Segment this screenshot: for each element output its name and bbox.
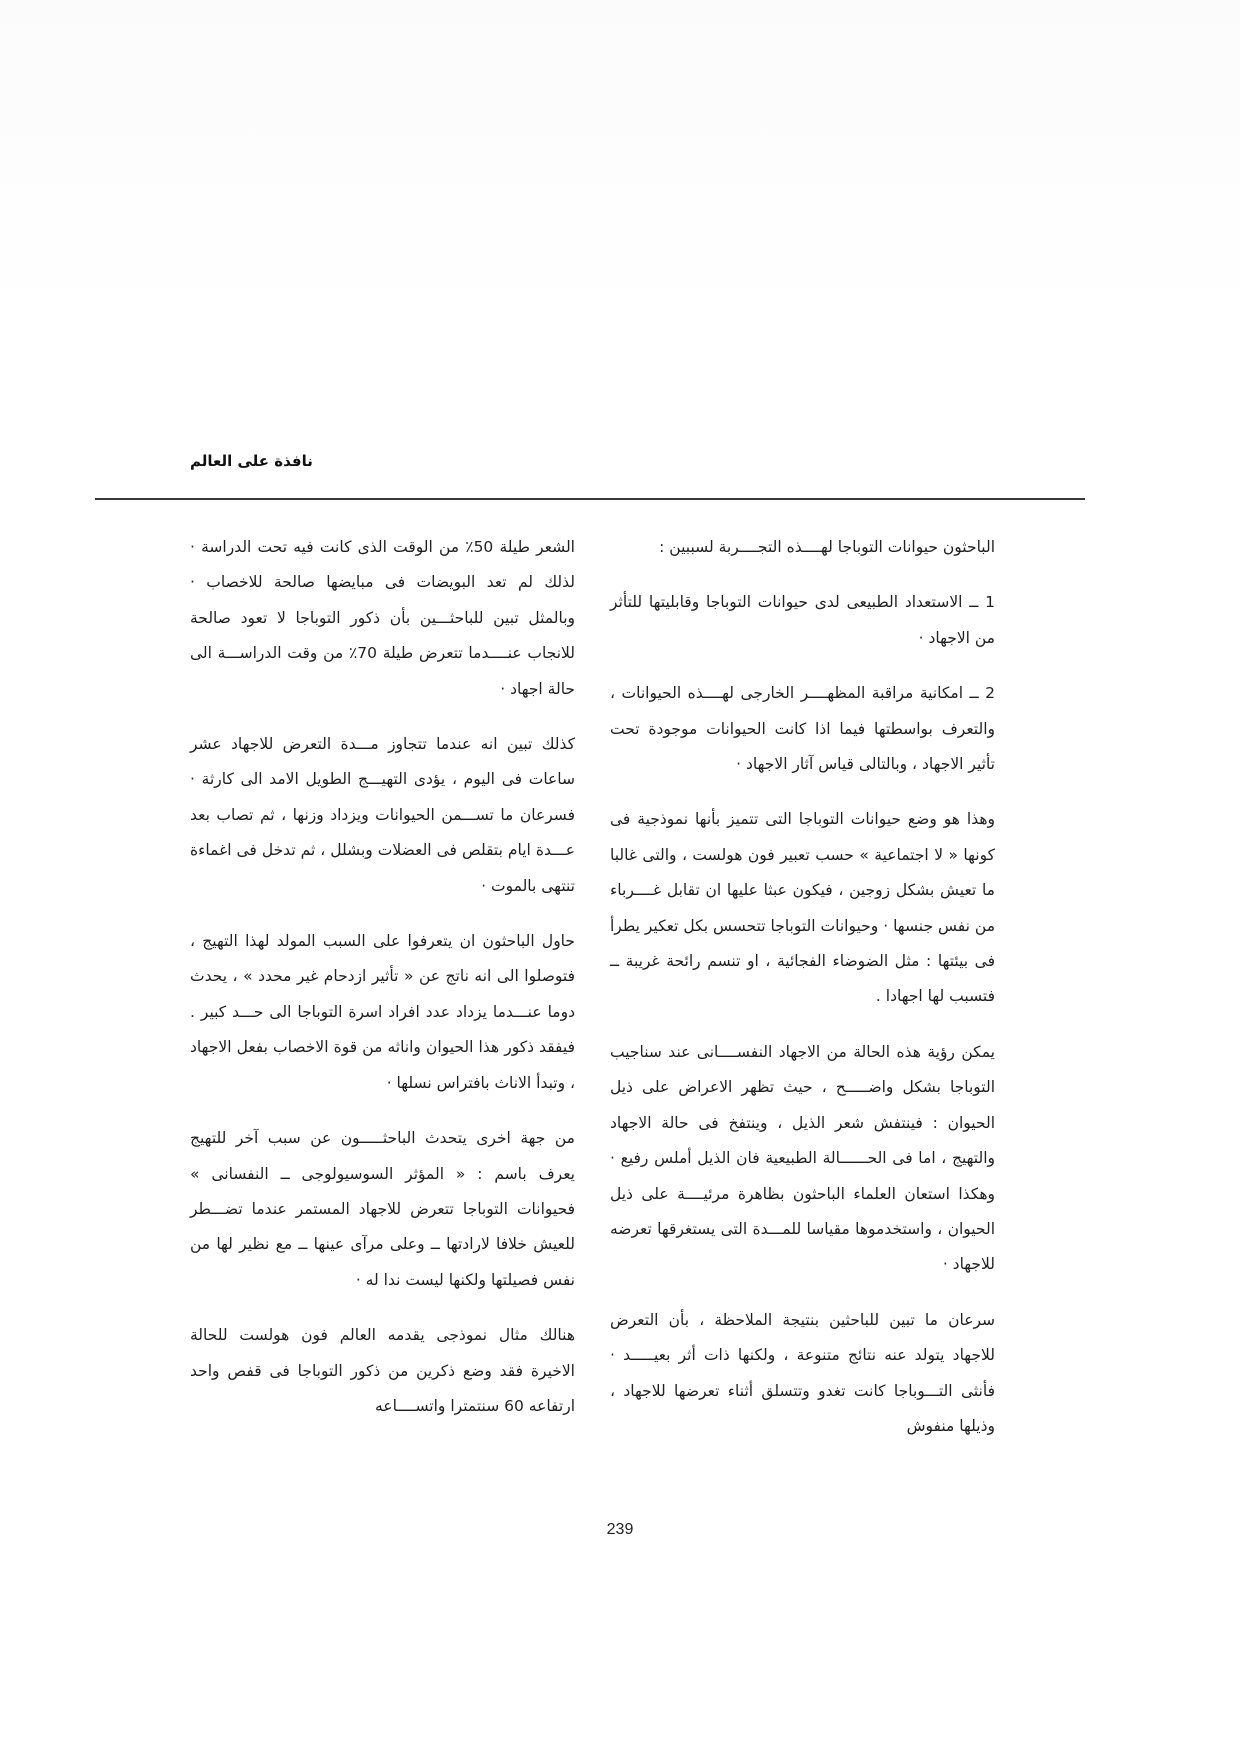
text-column-right bbox=[610, 530, 995, 1444]
paragraph: الباحثون حيوانات التوباجا لهــــذه التجــــربة لسببين : bbox=[659, 538, 995, 556]
paragraph: وهذا هو وضع حيوانات التوباجا التى تتميز بأنها نموذجية فى كونها « لا اجتماعية » حسب تعبير فون هولست ، والتى غالبا ما تعيش بشكل زوجين ، فيكون عبثا عليها ان تقابل غــــرباء من نفس جنسها · وحيوانات التوباجا تتحسس بكل تعكير يطرأ فى بيئتها : مثل الضوضاء الفجائية ، او تنسم رائحة غريبة ــ فتسبب لها اجهادا . bbox=[610, 810, 995, 1006]
paragraph: كذلك تبين انه عندما تتجاوز مـــدة التعرض للاجهاد عشر ساعات فى اليوم ، يؤدى التهيـــج الطويل الامد الى كارثة · فسرعان ما تســـمن الحيوانات ويزداد وزنها ، ثم تصاب بعد عـــدة ايام بتقلص فى العضلات وبشلل ، ثم تدخل فى اغماءة تنتهى بالموت · bbox=[190, 735, 575, 895]
page-number: 239 bbox=[606, 1521, 634, 1538]
running-header: نافذة على العالم bbox=[190, 452, 313, 470]
paragraph: يمكن رؤية هذه الحالة من الاجهاد النفســــانى عند سناجيب التوباجا بشكل واضـــــح ، حيث تظهر الاعراض على ذيل الحيوان : فينتفش شعر الذيل ، وينتفخ فى حالة الاجهاد والتهيج ، اما فى الحــــــالة الطبيعية فان الذيل أملس رفيع · وهكذا استعان العلماء الباحثون بظاهرة مرئيــــة على ذيل الحيوان ، واستخدموها مقياسا للمـــدة التى يستغرقها تعرضه للاجهاد · bbox=[610, 1042, 995, 1274]
paragraph: الشعر طيلة 50٪ من الوقت الذى كانت فيه تحت الدراسة · لذلك لم تعد البويضات فى مبايضها صالحة للاخصاب · وبالمثل تبين للباحثـــين بأن ذكور التوباجا لا تعود صالحة للانجاب عنــــدما تتعرض طيلة 70٪ من وقت الدراســـة الى حالة اجهاد · bbox=[190, 538, 575, 698]
paragraph: 2 ــ امكانية مراقبة المظهــــر الخارجى لهــــذه الحيوانات ، والتعرف بواسطتها فيما اذا كانت الحيوانات موجودة تحت تأثير الاجهاد ، وبالتالى قياس آثار الاجهاد · bbox=[610, 684, 995, 774]
paragraph: 1 ــ الاستعداد الطبيعى لدى حيوانات التوباجا وقابليتها للتأثر من الاجهاد · bbox=[610, 593, 995, 647]
paragraph: سرعان ما تبين للباحثين بنتيجة الملاحظة ، بأن التعرض للاجهاد يتولد عنه نتائج متنوعة ، ولكنها ذات أثر بعيـــــد · فأنثى التـــوباجا كانت تغدو وتتسلق أثناء تعرضها للاجهاد ، وذيلها منفوش bbox=[610, 1310, 995, 1435]
paragraph: حاول الباحثون ان يتعرفوا على السبب المولد لهذا التهيج ، فتوصلوا الى انه ناتج عن « تأثير ازدحام غير محدد » ، يحدث دوما عنـــدما يزداد عدد افراد اسرة التوباجا الى حـــد كبير . فيفقد ذكور هذا الحيوان واناثه من قوة الاخصاب بفعل الاجهاد ، وتبدأ الاناث بافتراس نسلها · bbox=[190, 932, 575, 1092]
text-column-left bbox=[190, 530, 575, 1424]
paragraph: من جهة اخرى يتحدث الباحثـــــون عن سبب آخر للتهيج يعرف باسم : « المؤثر السوسيولوجى ــ النفسانى » فحيوانات التوباجا تتعرض للاجهاد المستمر عندما تضـــطر للعيش خلافا لارادتها ــ وعلى مرآى عينها ــ مع نظير لها من نفس فصيلتها ولكنها ليست ندا له · bbox=[190, 1129, 575, 1289]
header-divider bbox=[95, 498, 1085, 500]
paragraph: هنالك مثال نموذجى يقدمه العالم فون هولست للحالة الاخيرة فقد وضع ذكرين من ذكور التوباجا فى قفص واحد ارتفاعه 60 سنتمترا واتســــاعه bbox=[190, 1326, 575, 1415]
